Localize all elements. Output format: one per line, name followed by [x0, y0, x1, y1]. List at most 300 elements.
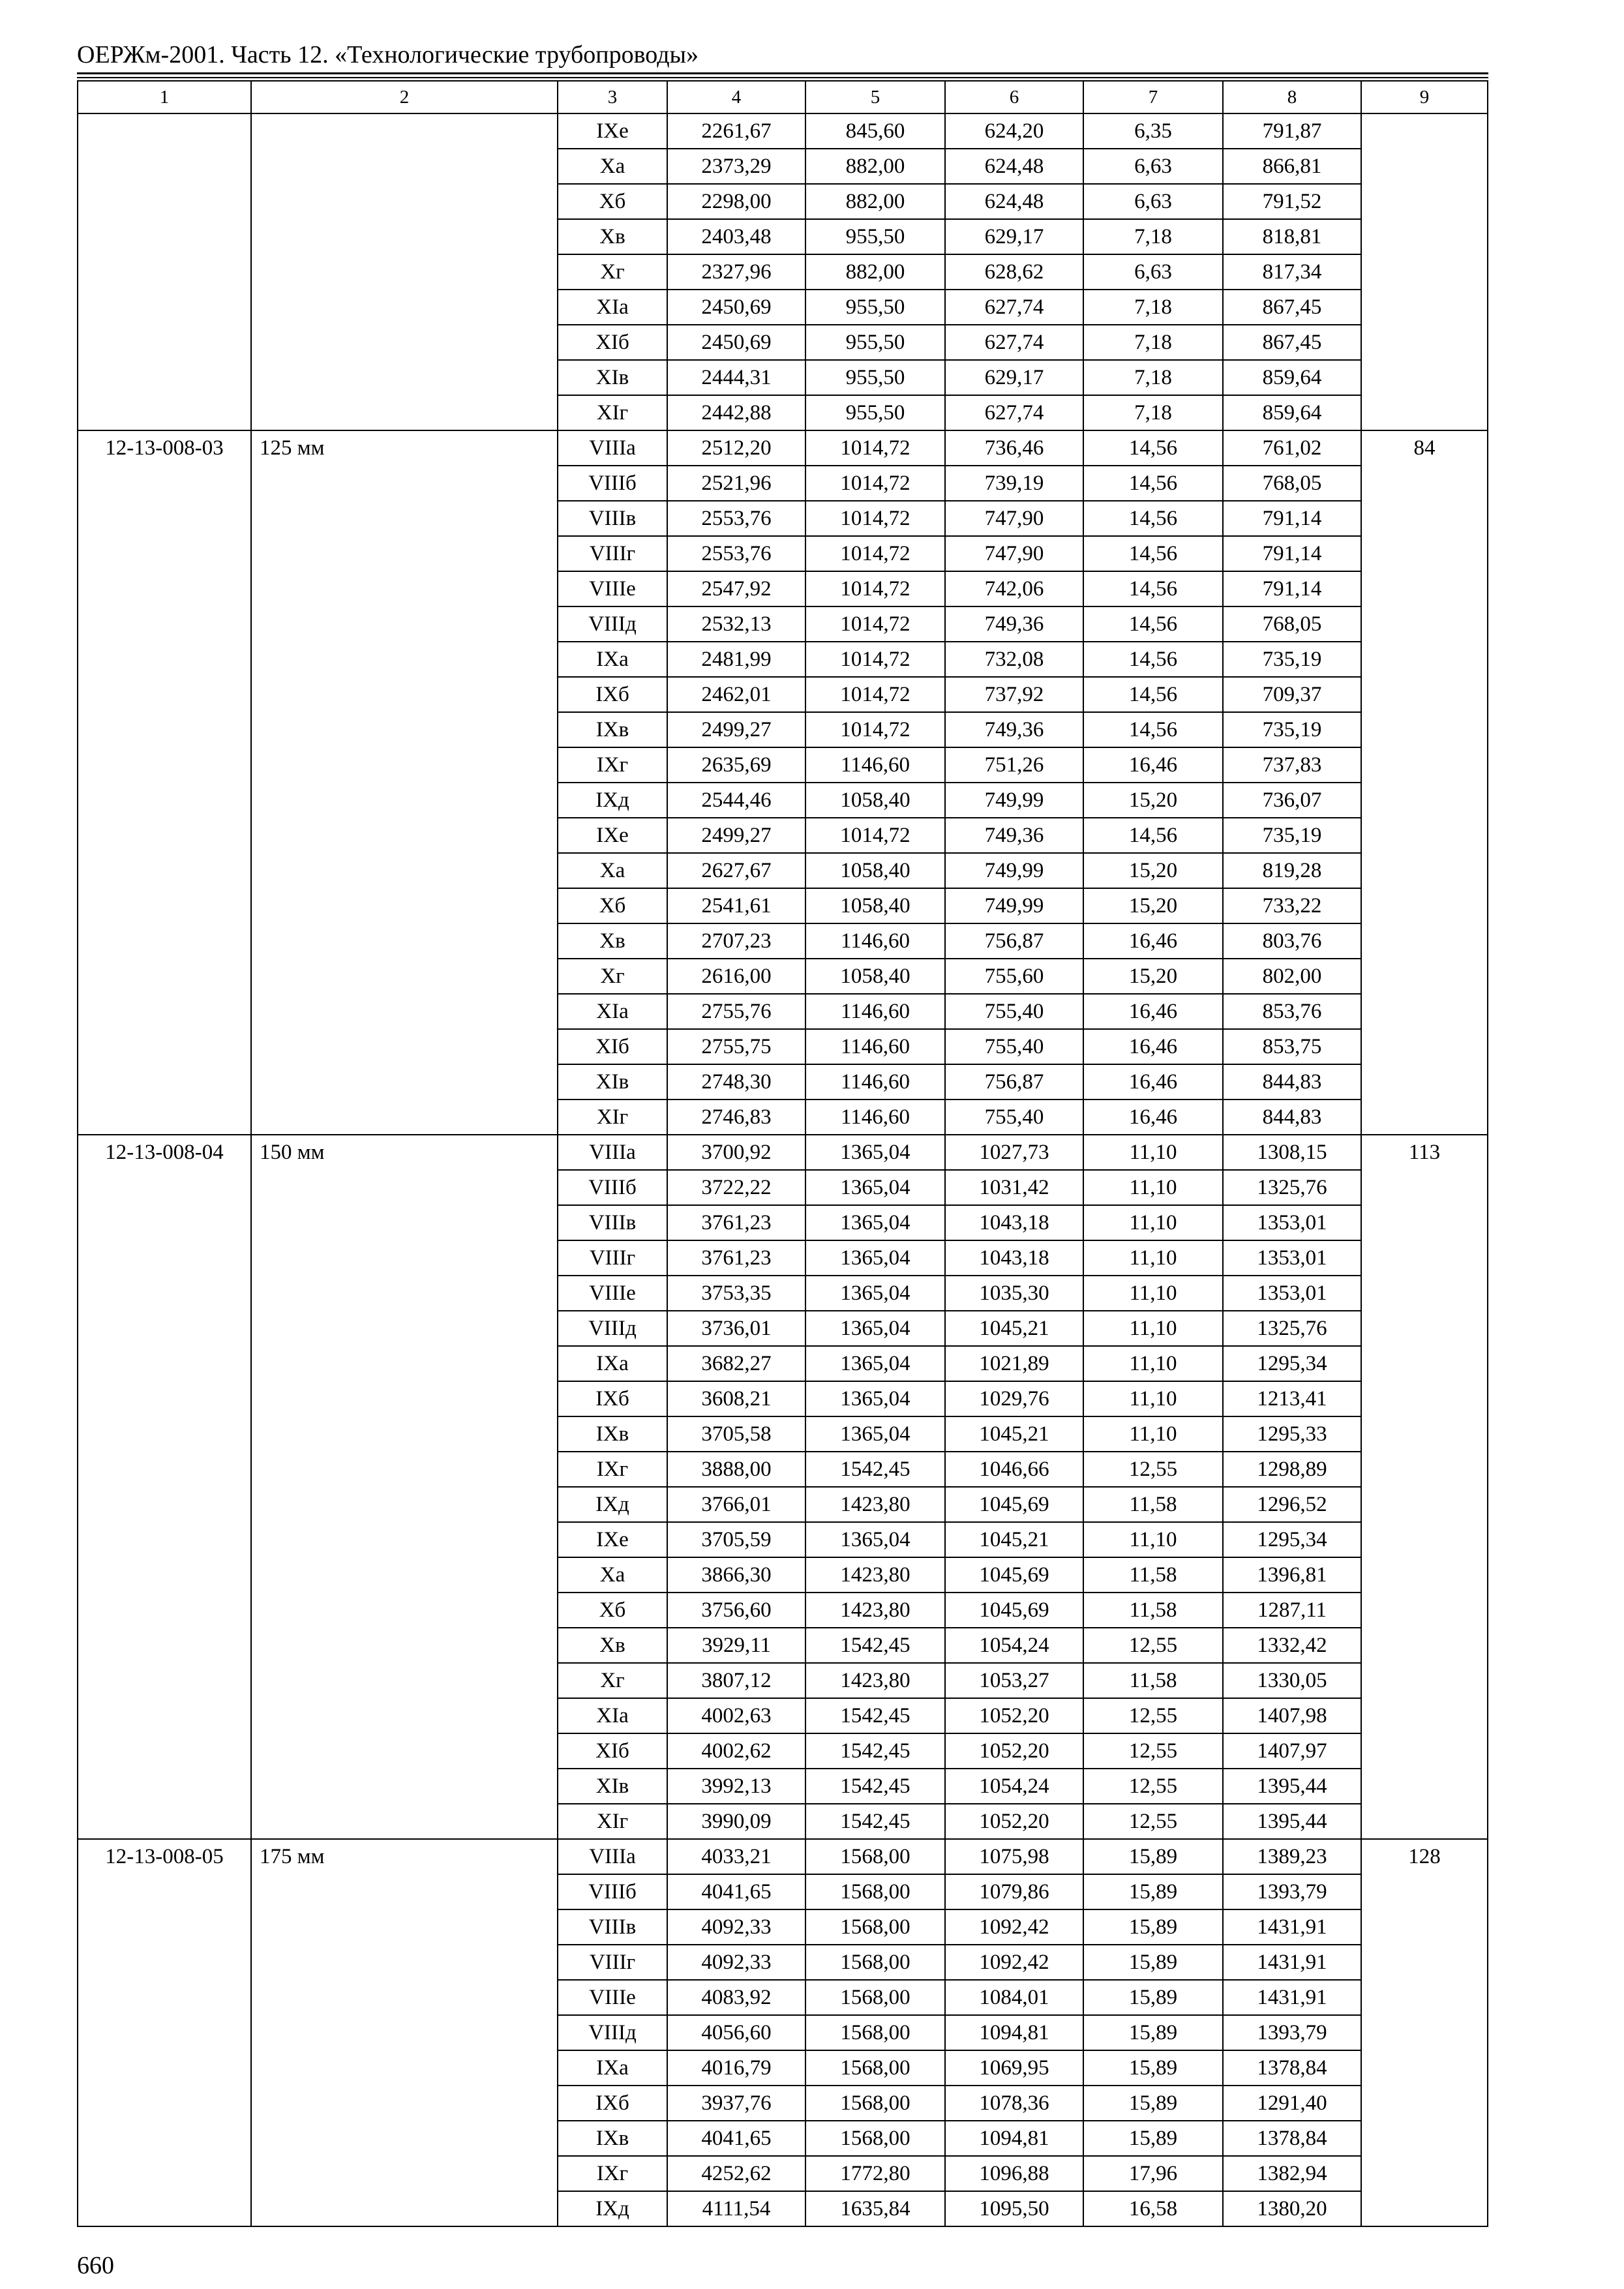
table-cell-col6: 755,40 [945, 1029, 1083, 1064]
table-cell-col5: 1542,45 [805, 1452, 945, 1487]
table-cell-col5: 1635,84 [805, 2191, 945, 2226]
table-cell-col4: 2499,27 [667, 818, 805, 853]
table-cell-col5: 1058,40 [805, 783, 945, 818]
table-cell-col4: 4041,65 [667, 2121, 805, 2156]
table-cell-col4: 2707,23 [667, 923, 805, 959]
table-cell-col7: 14,56 [1083, 712, 1223, 747]
table-cell-category: VIIIд [558, 2015, 667, 2050]
column-number: 9 [1361, 81, 1488, 113]
table-cell-col7: 11,10 [1083, 1170, 1223, 1205]
table-cell-col5: 1423,80 [805, 1663, 945, 1698]
table-cell-col7: 11,10 [1083, 1205, 1223, 1240]
table-cell-category: XIб [558, 1029, 667, 1064]
table-cell-col8: 1380,20 [1223, 2191, 1361, 2226]
table-cell-category: VIIIе [558, 571, 667, 606]
table-cell-col8: 1393,79 [1223, 2015, 1361, 2050]
table-cell-col7: 14,56 [1083, 606, 1223, 642]
table-cell-col6: 751,26 [945, 747, 1083, 783]
table-cell-col4: 3736,01 [667, 1311, 805, 1346]
table-cell-col6: 756,87 [945, 923, 1083, 959]
table-cell-col7: 15,89 [1083, 2121, 1223, 2156]
table-cell-category: XIа [558, 290, 667, 325]
table-cell-col6: 1052,20 [945, 1698, 1083, 1733]
table-cell-col8: 817,34 [1223, 254, 1361, 290]
table-cell-col7: 11,58 [1083, 1663, 1223, 1698]
table-row [78, 430, 1488, 466]
table-cell-col5: 1365,04 [805, 1346, 945, 1381]
table-cell-col5: 1058,40 [805, 888, 945, 923]
table-cell-name [251, 113, 558, 430]
table-cell-code [78, 113, 251, 430]
table-cell-col6: 736,46 [945, 430, 1083, 466]
table-cell-col5: 1542,45 [805, 1733, 945, 1769]
table-cell-col6: 1045,69 [945, 1557, 1083, 1593]
table-cell-code: 12-13-008-05 [78, 1839, 251, 2226]
table-cell-col8: 1325,76 [1223, 1311, 1361, 1346]
table-cell-category: IXб [558, 1381, 667, 1416]
table-cell-col4: 3753,35 [667, 1276, 805, 1311]
table-cell-category: Xб [558, 888, 667, 923]
table-cell-col5: 1365,04 [805, 1240, 945, 1276]
table-cell-col4: 3990,09 [667, 1804, 805, 1839]
table-cell-category: XIа [558, 994, 667, 1029]
table-cell-col5: 1365,04 [805, 1381, 945, 1416]
table-cell-col6: 1079,86 [945, 1874, 1083, 1909]
table-cell-col6: 1095,50 [945, 2191, 1083, 2226]
table-cell-category: IXе [558, 818, 667, 853]
table-cell-col5: 1365,04 [805, 1416, 945, 1452]
table-cell-col5: 845,60 [805, 113, 945, 149]
table-cell-col4: 3705,59 [667, 1522, 805, 1557]
table-cell-col8: 1395,44 [1223, 1804, 1361, 1839]
table-cell-col8: 867,45 [1223, 290, 1361, 325]
table-cell-col6: 742,06 [945, 571, 1083, 606]
table-cell-col5: 1365,04 [805, 1311, 945, 1346]
table-cell-col6: 1096,88 [945, 2156, 1083, 2191]
table-cell-category: VIIIа [558, 430, 667, 466]
table-cell-col6: 1045,21 [945, 1522, 1083, 1557]
table-cell-col4: 3705,58 [667, 1416, 805, 1452]
page-header-title: ОЕРЖм-2001. Часть 12. «Технологические трубопроводы» [77, 41, 699, 68]
table-cell-col7: 15,89 [1083, 1980, 1223, 2015]
table-cell-col4: 2547,92 [667, 571, 805, 606]
table-cell-col4: 2553,76 [667, 501, 805, 536]
table-cell-category: VIIIг [558, 1945, 667, 1980]
table-cell-col8: 736,07 [1223, 783, 1361, 818]
table-cell-col4: 2298,00 [667, 184, 805, 219]
table-cell-category: IXа [558, 1346, 667, 1381]
table-cell-col5: 1365,04 [805, 1522, 945, 1557]
table-cell-category: VIIIд [558, 1311, 667, 1346]
table-cell-category: VIIIб [558, 1170, 667, 1205]
table-cell-col6: 1029,76 [945, 1381, 1083, 1416]
table-cell-col7: 15,20 [1083, 783, 1223, 818]
table-cell-col7: 11,10 [1083, 1381, 1223, 1416]
table-cell-category: IXд [558, 1487, 667, 1522]
table-cell-col8: 1308,15 [1223, 1135, 1361, 1170]
table-cell-col5: 1146,60 [805, 994, 945, 1029]
table-cell-col6: 627,74 [945, 395, 1083, 430]
table-cell-category: XIг [558, 1804, 667, 1839]
table-cell-col7: 17,96 [1083, 2156, 1223, 2191]
table-cell-category: XIа [558, 1698, 667, 1733]
table-cell-col8: 791,52 [1223, 184, 1361, 219]
table-cell-col5: 1423,80 [805, 1593, 945, 1628]
table-cell-col5: 1568,00 [805, 2086, 945, 2121]
table-cell-col4: 4041,65 [667, 1874, 805, 1909]
table-cell-col8: 819,28 [1223, 853, 1361, 888]
table-cell-col8: 768,05 [1223, 606, 1361, 642]
table-cell-col7: 11,10 [1083, 1311, 1223, 1346]
table-cell-category: Xб [558, 184, 667, 219]
table-cell-col5: 1568,00 [805, 1839, 945, 1874]
table-cell-col8: 866,81 [1223, 149, 1361, 184]
table-cell-col6: 755,60 [945, 959, 1083, 994]
table-cell-category: IXд [558, 783, 667, 818]
table-cell-col7: 14,56 [1083, 642, 1223, 677]
table-cell-col6: 747,90 [945, 536, 1083, 571]
table-cell-col4: 2748,30 [667, 1064, 805, 1100]
table-cell-col4: 4016,79 [667, 2050, 805, 2086]
table-cell-col8: 733,22 [1223, 888, 1361, 923]
table-cell-col9: 128 [1361, 1839, 1488, 2226]
header-rule-thin [77, 77, 1488, 78]
column-number: 8 [1223, 81, 1361, 113]
table-cell-col7: 15,89 [1083, 1839, 1223, 1874]
table-cell-category: IXг [558, 747, 667, 783]
table-cell-col7: 11,10 [1083, 1276, 1223, 1311]
table-cell-col5: 1542,45 [805, 1804, 945, 1839]
table-cell-col4: 4083,92 [667, 1980, 805, 2015]
table-cell-col6: 627,74 [945, 290, 1083, 325]
table-row [78, 1135, 1488, 1170]
table-cell-col5: 1014,72 [805, 677, 945, 712]
table-cell-col4: 3929,11 [667, 1628, 805, 1663]
table-cell-category: Xа [558, 149, 667, 184]
table-cell-category: IXе [558, 113, 667, 149]
table-cell-col6: 1092,42 [945, 1909, 1083, 1945]
table-cell-col5: 1146,60 [805, 747, 945, 783]
table-cell-col6: 628,62 [945, 254, 1083, 290]
table-cell-category: Xб [558, 1593, 667, 1628]
table-cell-col4: 2616,00 [667, 959, 805, 994]
table-cell-col4: 2481,99 [667, 642, 805, 677]
table-cell-col5: 1014,72 [805, 466, 945, 501]
column-number: 7 [1083, 81, 1223, 113]
table-cell-col5: 1058,40 [805, 959, 945, 994]
table-cell-col4: 3866,30 [667, 1557, 805, 1593]
table-cell-name: 150 мм [251, 1135, 558, 1839]
table-cell-col4: 2532,13 [667, 606, 805, 642]
table-cell-col8: 844,83 [1223, 1100, 1361, 1135]
table-cell-col7: 7,18 [1083, 290, 1223, 325]
table-cell-col5: 1568,00 [805, 1874, 945, 1909]
table-cell-col6: 1045,21 [945, 1416, 1083, 1452]
table-cell-col8: 1353,01 [1223, 1240, 1361, 1276]
table-cell-col8: 1287,11 [1223, 1593, 1361, 1628]
table-cell-col8: 768,05 [1223, 466, 1361, 501]
table-cell-col6: 1045,21 [945, 1311, 1083, 1346]
table-cell-col6: 1094,81 [945, 2121, 1083, 2156]
table-cell-col5: 1014,72 [805, 818, 945, 853]
table-cell-col5: 1146,60 [805, 923, 945, 959]
table-cell-category: Xг [558, 254, 667, 290]
table-cell-col4: 2450,69 [667, 290, 805, 325]
table-cell-col7: 15,89 [1083, 1945, 1223, 1980]
table-cell-col5: 1542,45 [805, 1769, 945, 1804]
table-cell-category: XIб [558, 325, 667, 360]
table-cell-col7: 14,56 [1083, 536, 1223, 571]
table-cell-col6: 1084,01 [945, 1980, 1083, 2015]
table-cell-col4: 3722,22 [667, 1170, 805, 1205]
table-cell-col4: 2541,61 [667, 888, 805, 923]
table-cell-col9 [1361, 113, 1488, 430]
table-cell-col7: 7,18 [1083, 325, 1223, 360]
table-cell-col4: 2444,31 [667, 360, 805, 395]
table-cell-col7: 15,20 [1083, 853, 1223, 888]
table-cell-col5: 955,50 [805, 325, 945, 360]
table-cell-col7: 11,10 [1083, 1346, 1223, 1381]
table-cell-col5: 1568,00 [805, 2050, 945, 2086]
table-cell-col4: 3682,27 [667, 1346, 805, 1381]
table-cell-category: Xа [558, 1557, 667, 1593]
table-cell-col8: 1298,89 [1223, 1452, 1361, 1487]
table-cell-col5: 1542,45 [805, 1698, 945, 1733]
table-cell-col7: 15,20 [1083, 959, 1223, 994]
table-cell-col5: 1365,04 [805, 1205, 945, 1240]
table-cell-col8: 853,75 [1223, 1029, 1361, 1064]
table-cell-col4: 2746,83 [667, 1100, 805, 1135]
table-cell-col6: 1054,24 [945, 1769, 1083, 1804]
table-cell-col6: 1021,89 [945, 1346, 1083, 1381]
table-cell-col8: 1395,44 [1223, 1769, 1361, 1804]
table-cell-col5: 1146,60 [805, 1029, 945, 1064]
table-cell-col7: 15,20 [1083, 888, 1223, 923]
table-cell-col8: 1353,01 [1223, 1276, 1361, 1311]
table-cell-col7: 6,63 [1083, 254, 1223, 290]
table-cell-category: Xв [558, 219, 667, 254]
table-cell-col8: 1296,52 [1223, 1487, 1361, 1522]
table-cell-category: Xв [558, 923, 667, 959]
table-cell-col5: 1146,60 [805, 1100, 945, 1135]
table-cell-col8: 1431,91 [1223, 1909, 1361, 1945]
table-cell-col6: 627,74 [945, 325, 1083, 360]
table-cell-col5: 1772,80 [805, 2156, 945, 2191]
table-cell-col6: 1075,98 [945, 1839, 1083, 1874]
table-cell-col8: 803,76 [1223, 923, 1361, 959]
table-cell-col6: 749,36 [945, 818, 1083, 853]
table-cell-col8: 1353,01 [1223, 1205, 1361, 1240]
table-cell-col4: 2521,96 [667, 466, 805, 501]
table-cell-col5: 1014,72 [805, 430, 945, 466]
table-cell-col4: 4092,33 [667, 1909, 805, 1945]
table-cell-col4: 2373,29 [667, 149, 805, 184]
table-cell-col7: 15,89 [1083, 1909, 1223, 1945]
table-cell-col7: 16,58 [1083, 2191, 1223, 2226]
table-cell-col8: 1393,79 [1223, 1874, 1361, 1909]
table-cell-col5: 1568,00 [805, 1980, 945, 2015]
table-cell-col8: 1325,76 [1223, 1170, 1361, 1205]
table-cell-category: VIIIа [558, 1135, 667, 1170]
table-cell-col8: 735,19 [1223, 642, 1361, 677]
table-cell-col8: 761,02 [1223, 430, 1361, 466]
table-cell-col4: 3807,12 [667, 1663, 805, 1698]
table-cell-col8: 791,14 [1223, 501, 1361, 536]
table-cell-col6: 1035,30 [945, 1276, 1083, 1311]
table-cell-col7: 14,56 [1083, 466, 1223, 501]
table-cell-col4: 4002,63 [667, 1698, 805, 1733]
table-cell-col5: 1365,04 [805, 1170, 945, 1205]
table-cell-category: Xг [558, 959, 667, 994]
table-cell-col8: 735,19 [1223, 818, 1361, 853]
table-cell-col4: 4002,62 [667, 1733, 805, 1769]
table-cell-col8: 709,37 [1223, 677, 1361, 712]
table-cell-col6: 756,87 [945, 1064, 1083, 1100]
table-cell-col8: 1291,40 [1223, 2086, 1361, 2121]
table-cell-name: 125 мм [251, 430, 558, 1135]
table-cell-col7: 6,35 [1083, 113, 1223, 149]
table-cell-col9: 113 [1361, 1135, 1488, 1839]
table-cell-col8: 859,64 [1223, 395, 1361, 430]
table-cell-col4: 2327,96 [667, 254, 805, 290]
table-cell-col6: 1043,18 [945, 1240, 1083, 1276]
table-cell-col8: 791,14 [1223, 571, 1361, 606]
table-cell-col7: 14,56 [1083, 430, 1223, 466]
table-cell-col6: 732,08 [945, 642, 1083, 677]
table-cell-col9: 84 [1361, 430, 1488, 1135]
table-cell-col8: 791,14 [1223, 536, 1361, 571]
table-cell-col4: 2544,46 [667, 783, 805, 818]
table-cell-col6: 1043,18 [945, 1205, 1083, 1240]
table-cell-col8: 1407,97 [1223, 1733, 1361, 1769]
table-cell-col8: 844,83 [1223, 1064, 1361, 1100]
table-cell-category: IXа [558, 2050, 667, 2086]
table-cell-col7: 12,55 [1083, 1628, 1223, 1663]
table-cell-col6: 755,40 [945, 994, 1083, 1029]
table-cell-col6: 749,36 [945, 712, 1083, 747]
table-cell-col6: 749,36 [945, 606, 1083, 642]
table-cell-col8: 1382,94 [1223, 2156, 1361, 2191]
table-cell-category: IXб [558, 677, 667, 712]
table-cell-col5: 1014,72 [805, 712, 945, 747]
table-cell-category: IXб [558, 2086, 667, 2121]
table-cell-col4: 4111,54 [667, 2191, 805, 2226]
table-cell-category: VIIIв [558, 1205, 667, 1240]
table-cell-col6: 1045,69 [945, 1487, 1083, 1522]
column-number: 4 [667, 81, 805, 113]
table-cell-category: Xв [558, 1628, 667, 1663]
table-cell-col8: 735,19 [1223, 712, 1361, 747]
table-cell-col4: 3761,23 [667, 1205, 805, 1240]
table-cell-col6: 1053,27 [945, 1663, 1083, 1698]
table-cell-col8: 1332,42 [1223, 1628, 1361, 1663]
table-cell-category: VIIIв [558, 501, 667, 536]
table-cell-col7: 14,56 [1083, 677, 1223, 712]
table-cell-col5: 882,00 [805, 149, 945, 184]
table-cell-category: VIIIа [558, 1839, 667, 1874]
table-cell-col7: 15,89 [1083, 2086, 1223, 2121]
table-cell-col6: 749,99 [945, 783, 1083, 818]
table-cell-col6: 629,17 [945, 219, 1083, 254]
table-cell-col4: 2261,67 [667, 113, 805, 149]
table-cell-category: IXг [558, 2156, 667, 2191]
page-number: 660 [77, 2252, 114, 2279]
table-cell-col5: 1014,72 [805, 536, 945, 571]
table-cell-col6: 739,19 [945, 466, 1083, 501]
table-cell-col7: 11,10 [1083, 1240, 1223, 1276]
table-cell-col4: 2553,76 [667, 536, 805, 571]
table-cell-col4: 2442,88 [667, 395, 805, 430]
table-cell-category: VIIIб [558, 466, 667, 501]
table-cell-col7: 14,56 [1083, 501, 1223, 536]
table-cell-col8: 859,64 [1223, 360, 1361, 395]
table-cell-category: VIIIе [558, 1276, 667, 1311]
table-cell-col8: 1295,33 [1223, 1416, 1361, 1452]
table-cell-col7: 14,56 [1083, 571, 1223, 606]
table-cell-category: IXе [558, 1522, 667, 1557]
table-cell-col5: 1014,72 [805, 606, 945, 642]
table-cell-category: XIб [558, 1733, 667, 1769]
table-cell-category: XIг [558, 395, 667, 430]
table-cell-col7: 16,46 [1083, 1100, 1223, 1135]
header-rule-thick [77, 72, 1488, 74]
table-cell-col4: 3937,76 [667, 2086, 805, 2121]
table-cell-col6: 1054,24 [945, 1628, 1083, 1663]
table-cell-col7: 6,63 [1083, 184, 1223, 219]
table-cell-col8: 791,87 [1223, 113, 1361, 149]
table-cell-col5: 955,50 [805, 395, 945, 430]
table-cell-col4: 2627,67 [667, 853, 805, 888]
table-cell-category: Xа [558, 853, 667, 888]
table-cell-col8: 1407,98 [1223, 1698, 1361, 1733]
table-cell-category: VIIIд [558, 606, 667, 642]
table-cell-col6: 1069,95 [945, 2050, 1083, 2086]
table-cell-col6: 1052,20 [945, 1804, 1083, 1839]
table-cell-col4: 2512,20 [667, 430, 805, 466]
table-cell-col6: 1092,42 [945, 1945, 1083, 1980]
table-cell-col8: 1378,84 [1223, 2050, 1361, 2086]
table-cell-col8: 1295,34 [1223, 1522, 1361, 1557]
column-number: 5 [805, 81, 945, 113]
table-cell-col6: 747,90 [945, 501, 1083, 536]
table-cell-col5: 882,00 [805, 184, 945, 219]
column-number-row [78, 81, 1488, 113]
table-cell-col7: 11,58 [1083, 1487, 1223, 1522]
table-cell-col8: 867,45 [1223, 325, 1361, 360]
table-cell-col4: 2462,01 [667, 677, 805, 712]
table-cell-col5: 1423,80 [805, 1557, 945, 1593]
table-cell-col7: 12,55 [1083, 1452, 1223, 1487]
table-cell-col7: 12,55 [1083, 1698, 1223, 1733]
table-cell-category: XIг [558, 1100, 667, 1135]
table-cell-col5: 1058,40 [805, 853, 945, 888]
table-cell-col5: 1423,80 [805, 1487, 945, 1522]
table-cell-col5: 955,50 [805, 360, 945, 395]
column-number: 3 [558, 81, 667, 113]
table-cell-col6: 1027,73 [945, 1135, 1083, 1170]
table-cell-col7: 7,18 [1083, 219, 1223, 254]
table-cell-category: IXа [558, 642, 667, 677]
table-cell-col7: 7,18 [1083, 395, 1223, 430]
table-cell-col7: 16,46 [1083, 994, 1223, 1029]
table-cell-col7: 7,18 [1083, 360, 1223, 395]
table-cell-col5: 1568,00 [805, 2121, 945, 2156]
table-cell-category: XIв [558, 1064, 667, 1100]
rates-table [77, 80, 1488, 2227]
table-cell-col8: 1431,91 [1223, 1980, 1361, 2015]
table-cell-category: VIIIг [558, 1240, 667, 1276]
table-cell-category: IXв [558, 2121, 667, 2156]
